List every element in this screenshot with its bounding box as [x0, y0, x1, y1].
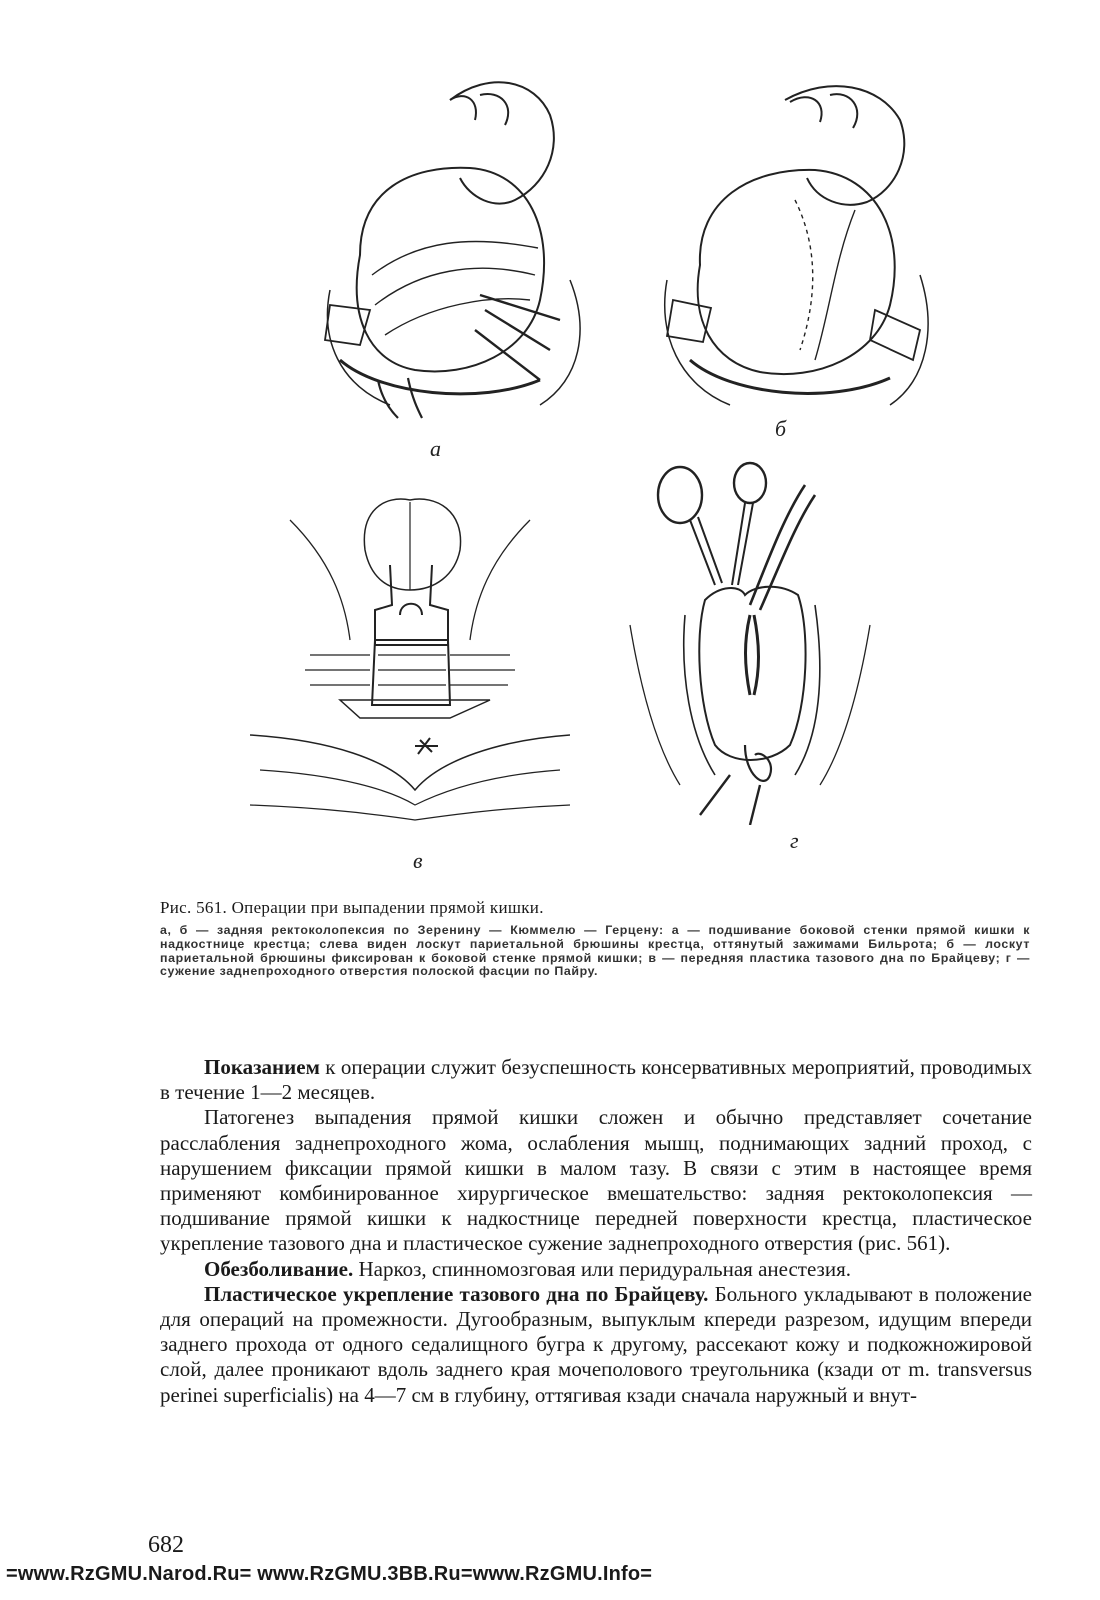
paragraph-braitsev: [160, 1282, 1032, 1408]
caption-title: Рис. 561. Операции при выпадении прямой кишки.: [160, 898, 544, 917]
paragraph-indications-text: к операции служит безуспешность консервативных мероприятий, проводимых в течение 1—2 месяцев.: [160, 1055, 1032, 1105]
illustration-panel-v: [250, 490, 570, 830]
footer-watermark: =www.RzGMU.Narod.Ru= www.RzGMU.3BB.Ru=www.RzGMU.Info=: [6, 1563, 653, 1585]
panel-label-v: в: [413, 848, 423, 873]
paragraph-indications-lead: Показанием: [204, 1055, 320, 1079]
paragraph-anesthesia-text: Наркоз, спинномозговая или перидуральная анестезия.: [353, 1256, 851, 1281]
caption-body: а, б — задняя ректоколопексия по Зеренину — Кюммелю — Герцену: а — подшивание боковой стенки прямой кишки к надкостнице крестца; слева виден лоскут париетальной брюшины крестца, оттянутый зажимами Бильрота; б — лоскут париетальной брюшины фиксирован к боковой стенке прямой кишки; в — передняя пластика тазового дна по Брайцеву; г — сужение заднепроходного отверстия полоской фасции по Пайру.: [160, 923, 1030, 979]
panel-label-g: г: [790, 828, 799, 853]
illustration-panel-b: [645, 60, 945, 420]
panel-label-b: б: [775, 416, 787, 441]
paragraph-indications: [160, 1055, 1032, 1105]
paragraph-anesthesia-lead: Обезболивание.: [204, 1256, 354, 1281]
paragraph-braitsev-text: Больного укладывают в положение для операций на промежности. Дугообразным, выпуклым кпереди разрезом, идущим впереди заднего прохода от одного седалищного бугра к другому, рассекают кожу и подкожножировой слой, далее проникают вдоль заднего края мочеполового треугольника (кзади от m. transversus perinei superficialis) на 4—7 см в глубину, оттягивая кзади сначала наружный и внут-: [160, 1281, 1033, 1407]
illustration-panel-a: [300, 60, 600, 420]
paragraph-pathogenesis: Патогенез выпадения прямой кишки сложен и обычно представляет сочетание расслабления заднепроходного жома, ослабления мышц, поднимающих задний проход, с нарушением фиксации прямой кишки в малом тазу. В связи с этим в настоящее время применяют комбинированное хирургическое вмешательство: задняя ректоколопексия — подшивание прямой кишки к надкостнице передней поверхности крестца, пластическое укрепление тазового дна и пластическое сужение заднепроходного отверстия (рис. 561).: [160, 1105, 1032, 1256]
figure-caption: [160, 898, 1030, 979]
paragraph-anesthesia: [160, 1257, 1032, 1282]
illustration-panel-g: [620, 455, 880, 825]
paragraph-braitsev-lead: Пластическое укрепление тазового дна по Брайцеву.: [204, 1281, 709, 1306]
panel-label-a: а: [430, 436, 441, 461]
body-text: [160, 1055, 1032, 1408]
page-number: 682: [148, 1532, 184, 1558]
